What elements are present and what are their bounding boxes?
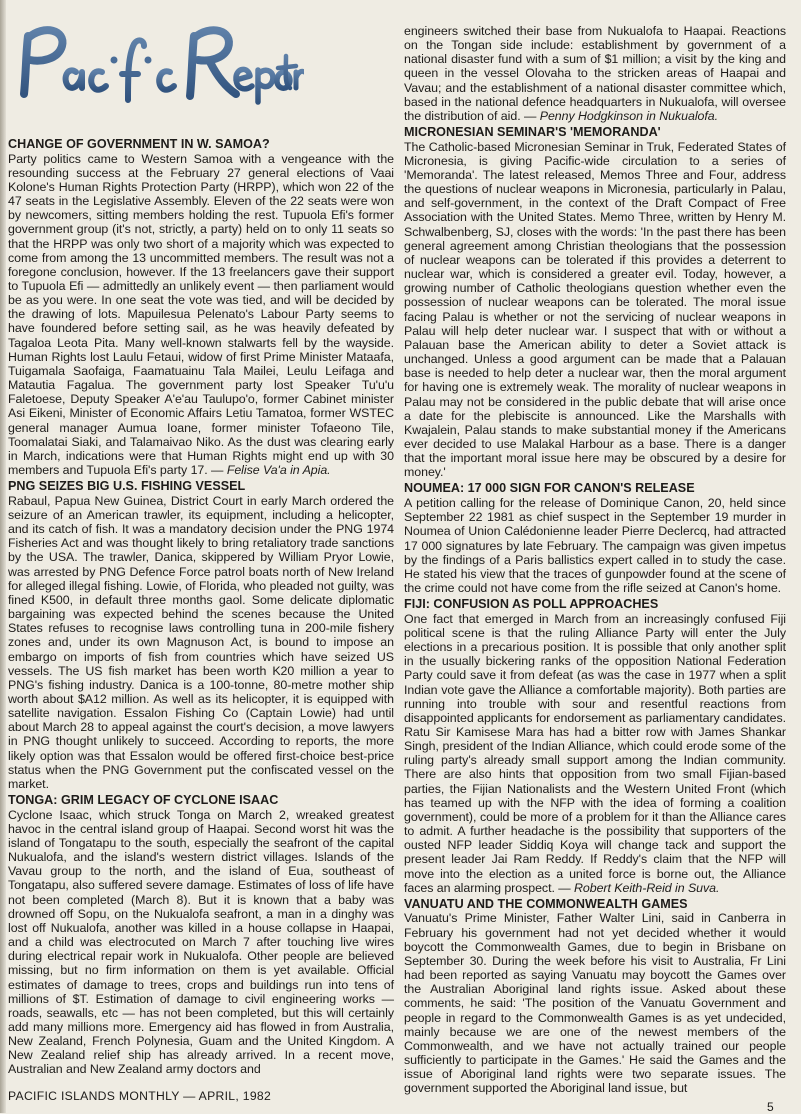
article-body: engineers switched their base from Nukualofa to Haapai. Reactions on the Tongan side include: establishment by government of a national disaster fund with a sum of $1 million; a visit by the king and queen in the vessel Olovaha to the stricken areas of Haapai and Vavau; and the establishment of a national disaster committee which, based in the national defence headquarters in Nukualofa, will oversee the distribution of aid. — Penny Hodgkinson in Nukualofa.: [404, 24, 786, 123]
article-body: Cyclone Isaac, which struck Tonga on March 2, wreaked greatest havoc in the central island group of Haapai. Second worst hit was the island of Tongatapu to the south, especially the seafront of the capital Nukualofa, and the island's western district villages. Islands of the Vavau group to the north, and the island of Eua, southeast of Tongatapu, also suffered severe damage. Estimates of loss of life have not been completed (March 8). But it is known that a baby was drowned off Sopu, on the Nukualofa seafront, a man in a dinghy was lost off Nukualofa, another was killed in a house collapse in Haapai, and a child was electrocuted on March 7 after touching live wires during electrical repair work in Nukualofa. Other people are believed missing, but no firm information on them is yet available. Official estimates of damage to trees, crops and buildings run into tens of millions of $T. Estimation of damage to civil engineering works — roads, seawalls, etc — has not been completed, but this will certainly add many millions more. Emergency aid has flowed in from Australia, New Zealand, French Polynesia, Guam and the United Kingdom. A New Zealand relief ship has already arrived. In a recent move, Australian and New Zealand army doctors and: [8, 807, 394, 1077]
publication-footer: PACIFIC ISLANDS MONTHLY — APRIL, 1982: [8, 1089, 272, 1103]
page-number: 5: [767, 1100, 774, 1114]
pacific-report-logo: [14, 16, 304, 112]
article-heading: NOUMEA: 17 000 SIGN FOR CANON'S RELEASE: [404, 481, 695, 496]
article-byline: Felise Va'a in Apia.: [226, 463, 331, 478]
article-body: Vanuatu's Prime Minister, Father Walter Lini, said in Canberra in February his government had not yet decided whether it would boycott the Commonwealth Games, due to begin in Brisbane on September 30. During the week before his visit to Australia, Fr Lini had been reported as saying Vanuatu may boycott the Games over the Australian Aboriginal land rights issue. Asked about these comments, he said: 'The position of the Vanuatu Government and people in regard to the Commonwealth Games is as yet undecided, mainly because we are one of the newest members of the Commonwealth, and we have not actually trained our people sufficiently to participate in the Games.' He said the Games and the issue of Aboriginal land rights were two separate issues. The government supported the Aboriginal land issue, but: [404, 911, 786, 1096]
article-png-fishing: [8, 479, 394, 791]
left-column: [8, 137, 394, 1079]
article-heading: PNG SEIZES BIG U.S. FISHING VESSEL: [8, 479, 246, 494]
page-binding-edge: [0, 0, 6, 1113]
article-heading: TONGA: GRIM LEGACY OF CYCLONE ISAAC: [8, 793, 279, 808]
article-body: A petition calling for the release of Dominique Canon, 20, held since September 22 1981 as chief suspect in the September 19 murder in Noumea of Union Calédonienne leader Pierre Declercq, had attracted 17 000 signatures by late February. The campaign was given impetus by the findings of a Paris ballistics expert called in to study the case. He stated his view that the traces of gunpowder found at the scene of the crime could not have come from the rifle seized at Canon's home.: [404, 496, 786, 595]
article-w-samoa: [8, 137, 394, 477]
right-column: [404, 24, 786, 1097]
article-byline: Robert Keith-Reid in Suva.: [574, 880, 720, 895]
article-body: Rabaul, Papua New Guinea, District Court in early March ordered the seizure of an American trawler, its equipment, including a helicopter, and its catch of fish. It was a mandatory decision under the PNG 1974 Fisheries Act and was thought likely to bring retaliatory trade sanctions by the USA. The trawler, Danica, skippered by William Pryor Lowie, was arrested by PNG Defence Force patrol boats north of New Ireland for alleged illegal fishing. Lowie, of Florida, who pleaded not guilty, was fined K500, in default three months gaol. Some delicate diplomatic bargaining was expected behind the scenes because the United States refuses to recognise laws controlling tuna in 200-mile fishery zones and, under its own Magnuson Act, is bound to impose an embargo on imports of fish from countries which have seized US vessels. The US fish market has been worth K20 million a year to PNG's fishing industry. Danica is a 100-tonne, 80-metre mother ship worth about $A12 million. As well as its helicopter, it is equipped with satellite navigation. Essalon Fishing Co (Captain Lowie) had until about March 28 to appeal against the court's decision, a move lawyers in PNG thought unlikely to succeed. According to reports, the more likely option was that Essalon would be offered first-choice best-price status when the PNG Government put the confiscated vessel on the market.: [8, 493, 394, 791]
article-body: The Catholic-based Micronesian Seminar in Truk, Federated States of Micronesia, is giving Pacific-wide circulation to a series of 'Memoranda'. The latest released, Memos Three and Four, address the questions of nuclear weapons in Micronesia, particularly in Palau, and self-government, in the context of the Draft Compact of Free Association with the United States. Memo Three, written by Henry M. Schwalbenberg, SJ, closes with the words: 'In the past there has been general agreement among Christian theologians that the possession of nuclear weapons can be tolerated if this provides a deterrent to nuclear war, which is considered a greater evil. Today, however, a growing number of Catholic theologians question whether even the possession of nuclear weapons can be tolerated. The moral issue facing Palau is whether or not the servicing of nuclear weapons in Palau will help deter nuclear war. I suspect that with or without a Palauan base the American ability to deter a Soviet attack is unchanged. Unless a good argument can be made that a Palauan base is needed to help deter a nuclear war, then the moral argument for having one is extremely weak. The morality of nuclear weapons in Palau may not be considered in the public debate that will arise once a date for the plebiscite is announced. Like the Marshalls with Kwajalein, Palau stands to make substantial money if the Americans ever decided to use Malakal Harbour as a base. There is a danger that the important moral issue here may be obscured by a desire for money.': [404, 139, 786, 480]
article-heading: MICRONESIAN SEMINAR'S 'MEMORANDA': [404, 125, 661, 140]
article-tonga-cyclone: [8, 793, 394, 1077]
article-micronesian-seminar: [404, 125, 786, 479]
article-body: Party politics came to Western Samoa with a vengeance with the resounding success at the February 27 general elections of Vaai Kolone's Human Rights Protection Party (HRPP), which won 22 of the 47 seats in the Legislative Assembly. Eleven of the 22 seats were won by newcomers, sitting members holding the rest. Tupuola Efi's former government group (it's not, strictly, a party) held on to only 11 seats so that the HRPP was only two short of a majority which was expected to come from among the 13 uncommitted members. The result was not a foregone conclusion, however. If the 13 freelancers gave their support to Tupuola Efi — admittedly an unlikely event — then parliament would be as you were. In one seat the vote was tied, and will be decided by the drawing of lots. Mapuilesua Pelenato's Labour Party seems to have foundered before setting sail, as he was heavily defeated by Tagaloa Leota Pita. Many well-known stalwarts fell by the wayside. Human Rights lost Laulu Fetaui, widow of first Prime Minister Mataafa, Tuigamala Saofaiga, Faamatuainu Tala Mailei, Leulu Leifaga and Matautia Fagalua. The government party lost Speaker Tu'u'u Faletoese, Deputy Speaker A'e'au Taulupo'o, former Cabinet minister Asi Eikeni, Minister of Economic Affairs Letiu Tamatoa, former WSTEC general manager Aumua Ioane, former minister Tofaeono Tile, Toomalatai Siaki, and Talamaivao Niko. As the dust was clearing early in March, indications were that Human Rights might end up with 30 members and Tupuola Efi's party 17. — Felise Va'a in Apia.: [8, 151, 394, 478]
logo-text: Pacific Report: [14, 16, 21, 17]
article-noumea-petition: [404, 481, 786, 595]
article-heading: VANUATU AND THE COMMONWEALTH GAMES: [404, 896, 688, 911]
article-vanuatu-games: [404, 897, 786, 1096]
article-heading: CHANGE OF GOVERNMENT IN W. SAMOA?: [8, 137, 270, 151]
article-body: One fact that emerged in March from an increasingly confused Fiji political scene is that the ruling Alliance Party will enter the July elections in a precarious position. It is possible that only another split in the usually bickering ranks of the opposition National Federation Party could save it from defeat (as was the case in 1977 when a split Indian vote gave the Alliance a comfortable majority). Both parties are running into trouble with sour and resentful reactions from disappointed applicants for endorsement as parliamentary candidates. Ratu Sir Kamisese Mara has had a bitter row with James Shankar Singh, president of the Indian Alliance, which could erode some of the ruling party's already small support among the Indian community. There are also hints that opposition from two small Fijian-based parties, the Fijian Nationalists and the Western United Front (which has teamed up with the NFP with the idea of forming a coalition government), could be more of a problem for it than the Alliance cares to admit. A further headache is the possibility that supporters of the ousted NFP leader Siddiq Koya will change tack and support the present leader Jai Ram Reddy. If Reddy's claim that the NFP will move into the election as a united force is borne out, the Alliance faces an alarming prospect. — Robert Keith-Reid in Suva.: [404, 611, 786, 895]
article-heading: FIJI: CONFUSION AS POLL APPROACHES: [404, 597, 659, 612]
article-byline: Penny Hodgkinson in Nukualofa.: [539, 108, 719, 123]
article-fiji-poll: [404, 597, 786, 895]
article-tonga-continued: [404, 24, 786, 123]
